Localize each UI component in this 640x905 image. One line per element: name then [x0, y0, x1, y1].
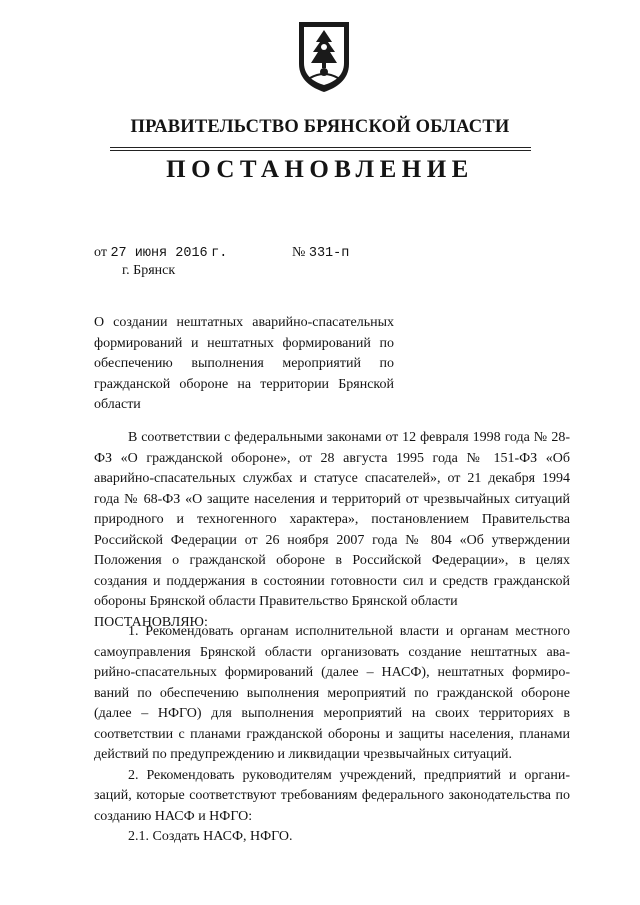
header-rule	[110, 147, 531, 148]
number-prefix: №	[292, 245, 306, 260]
government-title: ПРАВИТЕЛЬСТВО БРЯНСКОЙ ОБЛАСТИ	[130, 117, 510, 137]
document-city: г. Брянск	[122, 263, 176, 278]
document-date	[94, 245, 227, 261]
item-paragraph: 2. Рекомендовать руководителям учреждений, предприятий и организаций, которые соответствуют требованиям федерального законодательства по созданию НАСФ и НФГО:	[94, 767, 570, 824]
date-value: 27 июня 2016	[110, 246, 208, 261]
document-type-title: ПОСТАНОВЛЕНИЕ	[166, 156, 474, 183]
date-prefix: от	[94, 245, 107, 260]
preamble-paragraph: В соответствии с федеральными законами от 12 февраля 1998 года № 28-ФЗ «О гражданской обороне», от 28 августа 1995 года № 151-ФЗ «Об аварийно-спасательных службах и статусе спасателей», от 21 декабря 1994 года № 68-ФЗ «О защите населения и территорий от чрезвычайных ситуаций природного и техногенного характера», постановлением Правительства Российской Федерации от 26 ноября 2007 года № 804 «Об утверждении Положения о гражданской обороне в Российской Федерации», в целях создания и поддержания в состоянии готовности сил и средств гражданской обороны Брянской области Правительство Брянской области	[94, 430, 570, 609]
date-suffix: г.	[211, 246, 228, 261]
number-value: 331-п	[308, 246, 350, 261]
coat-of-arms-icon	[296, 18, 352, 94]
item-paragraph: 2.1. Создать НАСФ, НФГО.	[128, 829, 293, 844]
item-paragraph: 1. Рекомендовать органам исполнительной власти и органам местного самоуправления Брянской области организовать создание нештатных аварийно-спасательных формирований (далее – НАСФ), нештатных формирований по обеспечению выполнения мероприятий по гражданской обороне (далее – НФГО) для выполнения мероприятий на своих территориях в соответствии с планами гражданской обороны и защиты населения, планами действий по предупреждению и ликвидации чрезвычайных ситуаций.	[94, 624, 570, 762]
items-block	[94, 622, 570, 848]
header-rule	[110, 150, 531, 151]
document-subject: О создании нештатных аварийно-спасательных формирований и нештатных формирований по обеспечению выполнения мероприятий по гражданской обороне на территории Брянской области	[94, 315, 394, 412]
preamble-block	[94, 428, 570, 633]
document-number	[292, 245, 349, 261]
decree-word: ПОСТАНОВЛЯЮ:	[94, 614, 208, 630]
